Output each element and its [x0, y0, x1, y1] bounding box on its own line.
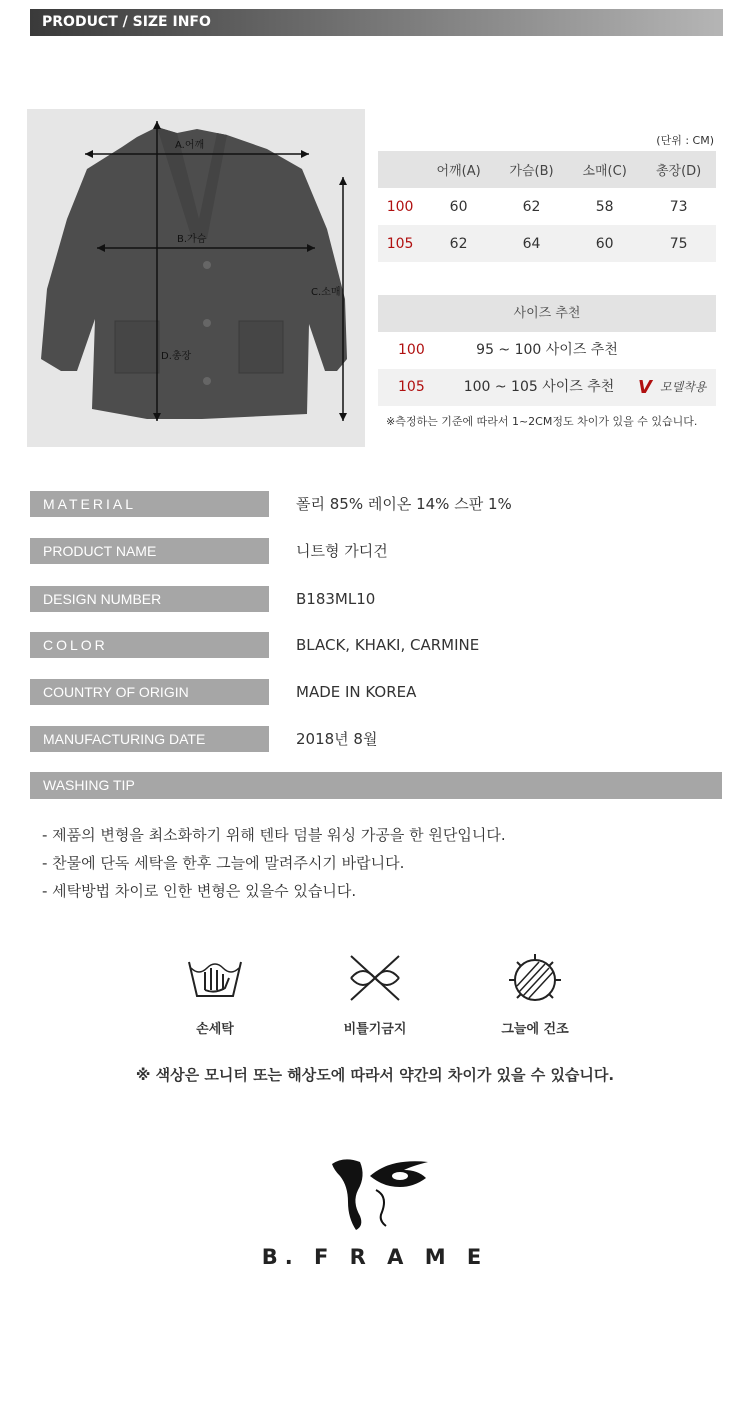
spec-label-material: MATERIAL	[30, 491, 269, 517]
washing-tip-header: WASHING TIP	[30, 772, 722, 799]
cardigan-illustration	[27, 109, 365, 447]
spec-label-country: COUNTRY OF ORIGIN	[30, 679, 269, 705]
label-chest: B.가슴	[177, 234, 207, 245]
table-cell-size: 100	[386, 198, 414, 215]
spec-value-manufacturing-date: 2018년 8월	[296, 730, 378, 748]
unit-label: (단위 : CM)	[656, 134, 714, 147]
brand-logo	[330, 1156, 430, 1240]
table-cell: 73	[669, 198, 688, 215]
list-item: - 제품의 변형을 최소화하기 위해 텐타 덤블 워싱 가공을 한 원단입니다.	[42, 826, 506, 844]
spec-value-color: BLACK, KHAKI, CARMINE	[296, 636, 480, 654]
table-row	[378, 225, 716, 262]
no-wring-label: 비틀기금지	[343, 1022, 407, 1037]
table-header-row	[378, 151, 716, 188]
table-cell: 58	[595, 198, 614, 215]
list-item: - 찬물에 단독 세탁을 한후 그늘에 말려주시기 바랍니다.	[42, 854, 405, 872]
table-header-sleeve: 소매(C)	[568, 151, 641, 188]
spec-value-country: MADE IN KOREA	[296, 683, 417, 701]
no-wring-icon	[345, 950, 405, 1006]
spec-label-design-number: DESIGN NUMBER	[30, 586, 269, 612]
color-disclaimer: ※ 색상은 모니터 또는 해상도에 따라서 약간의 차이가 있을 수 있습니다.	[135, 1066, 615, 1084]
table-header-size	[378, 151, 422, 188]
table-cell: 60	[449, 198, 468, 215]
check-mark-icon: V	[638, 377, 652, 398]
hand-wash-label: 손세탁	[196, 1022, 234, 1037]
label-sleeve: C.소매	[311, 287, 341, 298]
brand-name: B. F R A M E	[261, 1245, 489, 1269]
shade-dry-icon	[505, 950, 565, 1006]
section-header-product-size-info: PRODUCT / SIZE INFO	[30, 9, 723, 36]
recommend-size: 105	[398, 379, 425, 395]
table-cell: 62	[522, 198, 541, 215]
care-item-hand-wash	[165, 950, 265, 1037]
face-logo-icon	[330, 1156, 430, 1236]
recommend-row	[378, 369, 716, 406]
table-cell: 64	[495, 225, 568, 262]
table-header-chest: 가슴(B)	[495, 151, 568, 188]
table-header-length: 총장(D)	[641, 151, 716, 188]
spec-label-color: COLOR	[30, 632, 269, 658]
washing-tips-list	[42, 824, 506, 908]
table-cell: 60	[568, 225, 641, 262]
spec-value-material: 폴리 85% 레이온 14% 스판 1%	[296, 495, 512, 513]
product-measurement-diagram	[27, 109, 365, 447]
care-item-shade-dry	[485, 950, 585, 1037]
recommend-header: 사이즈 추천	[378, 295, 716, 332]
table-cell-size: 105	[378, 225, 422, 262]
recommend-row	[378, 332, 716, 369]
care-item-no-wring	[325, 950, 425, 1037]
recommend-text: 95 ~ 100 사이즈 추천	[476, 342, 618, 358]
hand-wash-icon	[185, 950, 245, 1006]
table-row	[378, 188, 716, 225]
table-header-shoulder: 어깨(A)	[422, 151, 495, 188]
table-cell: 75	[641, 225, 716, 262]
spec-value-product-name: 니트형 가디건	[296, 542, 388, 560]
shade-dry-label: 그늘에 건조	[501, 1022, 569, 1037]
list-item: - 세탁방법 차이로 인한 변형은 있을수 있습니다.	[42, 882, 357, 900]
spec-value-design-number: B183ML10	[296, 590, 376, 608]
spec-label-manufacturing-date: MANUFACTURING DATE	[30, 726, 269, 752]
measurement-note: ※측정하는 기준에 따라서 1~2CM정도 차이가 있을 수 있습니다.	[386, 415, 698, 428]
label-length: D.총장	[161, 351, 192, 362]
spec-label-product-name: PRODUCT NAME	[30, 538, 269, 564]
table-cell: 62	[422, 225, 495, 262]
size-table	[378, 151, 716, 262]
recommend-size: 100	[398, 342, 425, 358]
model-wearing-badge: 모델착용	[660, 380, 707, 394]
recommend-text: 100 ~ 105 사이즈 추천	[463, 379, 615, 395]
label-shoulder: A.어깨	[175, 140, 205, 151]
